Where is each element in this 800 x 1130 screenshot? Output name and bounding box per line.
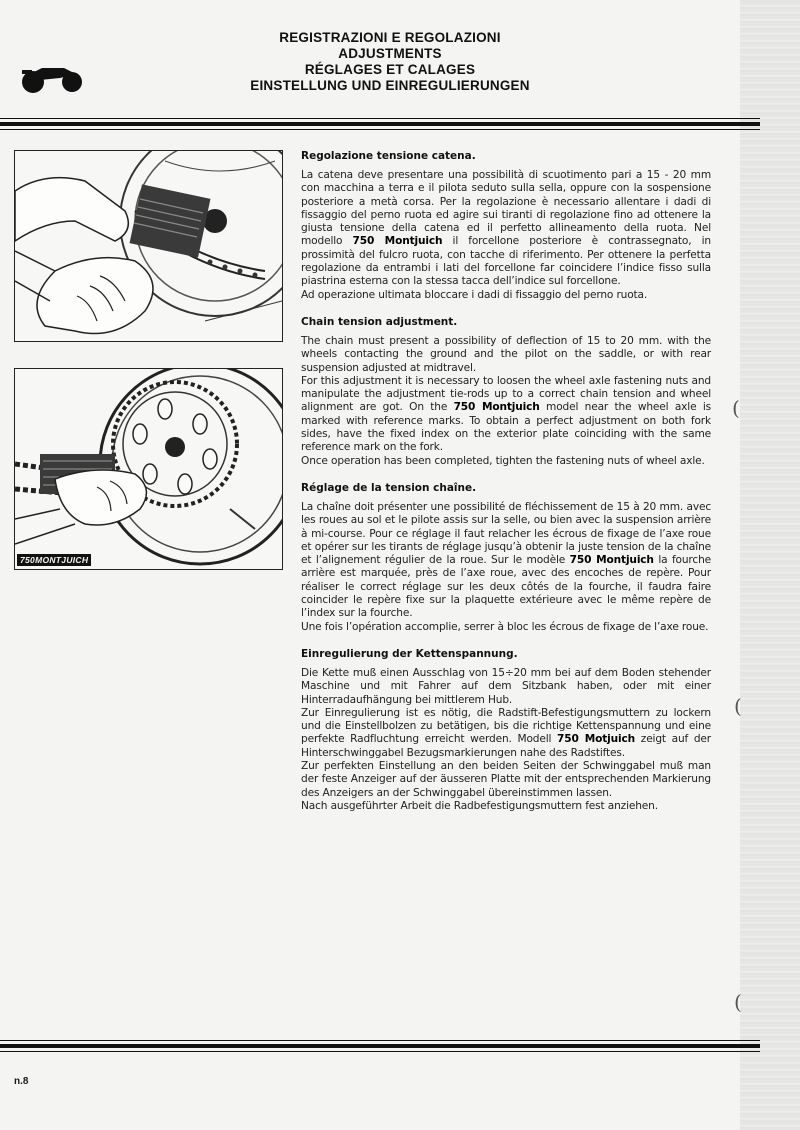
page-header bbox=[200, 30, 580, 94]
section-body: La catena deve presentare una possibilità di scuotimento pari a 15 - 20 mm con macchina a terra e il pilota seduto sulla sella, oppure con la sospensione posteriore a metà corsa. Per la regolazione è necessario allentare i dadi di fissaggio del perno ruota ed agire sui tiranti di regolazione fino ad ottenere la giusta tensione della catena ed il perfetto allineamento della ruota. Nel modello 750 Montjuich il forcellone posteriore è contrassegnato, in prossimità del fulcro ruota, con tacche di riferimento. Per ottenere la perfetta regolazione da entrambi i lati del forcellone far coincidere l’indice fisso sulla piastrina esterna con la stessa tacca dell’indice sul forcellone. Ad operazione ultimata bloccare i dadi di fissaggio del perno ruota. bbox=[301, 169, 711, 301]
section-body: La chaîne doit présenter une possibilité de fléchissement de 15 à 20 mm. avec les roues au sol et le pilote assis sur la selle, ou bien avec la suspension arrière à mi-course. Pour ce réglage il faut relacher les écrous de fixage de l’axe roue et opérer sur les tirants de réglage jusqu’à obtenir la juste tension de la chaîne et l’alignement régulier de la roue. Sur le modèle 750 Montjuich la fourche arrière est marquée, près de l’axe roue, avec des encoches de repère. Pour réaliser le correct réglage sur les deux côtés de la fourche, il faudra faire coincider le repère fixe sur la plaquette extérieure avec le même repère de l’index sur la fourche. Une fois l’opération accomplie, serrer à bloc les écrous de fixage de l’axe roue. bbox=[301, 500, 712, 633]
section-heading: Regolazione tensione catena. bbox=[301, 150, 476, 162]
header-rule-top bbox=[0, 118, 760, 119]
section-italian bbox=[301, 150, 711, 302]
margin-bracket-mark: ( bbox=[732, 396, 740, 420]
model-name-emphasis: 750 Montjuich bbox=[453, 401, 540, 414]
footer-rule-top bbox=[0, 1040, 760, 1041]
scan-edge-noise bbox=[740, 0, 800, 1130]
footer-rule-thick bbox=[0, 1044, 760, 1048]
figure-chain-adjuster bbox=[14, 150, 283, 342]
section-english bbox=[301, 316, 711, 468]
model-name-emphasis: 750 Montjuich bbox=[352, 235, 443, 248]
chain-adjuster-wrench-illustration bbox=[15, 151, 282, 341]
section-heading: Réglage de la tension chaîne. bbox=[301, 481, 477, 494]
section-body: Die Kette muß einen Ausschlag von 15÷20 mm bei auf dem Boden stehender Maschine und mit Fahrer auf dem Sitzbank haben, oder mit einer Hinterradaufhängung bei mittlerem Hub. Zur Einregulierung ist es nötig, die Radstift-Befestigungsmuttern zu lockern und die Einstellbolzen zu betätigen, bis die richtige Kettenspannung und eine perfekte Radfluchtung erreicht werden. Modell 750 Motjuich zeigt auf der Hinterschwinggabel Bezugsmarkierungen nahe des Radstiftes. Zur perfekten Einstellung an den beiden Seiten der Schwinggabel muß man der feste Anzeiger auf der äusseren Platte mit der entsprechenden Markierung des Anzeigers an der Schwinggabel übereinstimmen lassen. Nach ausgeführter Arbeit die Radbefestigungsmuttern fest anziehen. bbox=[301, 666, 711, 812]
section-german bbox=[301, 648, 711, 813]
section-french bbox=[301, 482, 711, 634]
figure-caption: 750MONTJUICH bbox=[17, 554, 91, 566]
title-italian: REGISTRAZIONI E REGOLAZIONI bbox=[279, 30, 501, 45]
header-rule-bottom bbox=[0, 129, 760, 130]
section-body: The chain must present a possibility of deflection of 15 to 20 mm. with the wheels contacting the ground and the pilot on the saddle, or with rear suspension adjusted at midtravel. For this adjustment it is necessary to loosen the wheel axle fastening nuts and manipulate the adjustment tie-rods up to a correct chain tension and wheel alignment are got. On the 750 Montjuich model near the wheel axle is marked with reference marks. To obtain a perfect adjustment on both fork sides, have the fixed index on the exterior plate coinciding with the same reference mark on the fork. Once operation has been completed, tighten the fastening nuts of wheel axle. bbox=[301, 334, 711, 467]
title-english: ADJUSTMENTS bbox=[338, 46, 442, 61]
section-heading: Chain tension adjustment. bbox=[301, 315, 458, 328]
rear-wheel-sprocket-illustration bbox=[15, 369, 282, 569]
page-number: n.8 bbox=[14, 1076, 29, 1087]
header-rule-thick bbox=[0, 122, 760, 126]
margin-bracket-mark: ( bbox=[734, 990, 742, 1014]
title-german: EINSTELLUNG UND EINREGULIERUNGEN bbox=[250, 78, 530, 93]
motorcycle-logo-icon bbox=[20, 62, 84, 96]
footer-rule-bottom bbox=[0, 1051, 760, 1052]
figure-rear-wheel bbox=[14, 368, 283, 570]
text-content bbox=[301, 150, 711, 827]
margin-bracket-mark: ( bbox=[734, 694, 742, 718]
model-name-emphasis: 750 Motjuich bbox=[557, 733, 636, 746]
model-name-emphasis: 750 Montjuich bbox=[569, 554, 654, 567]
section-heading: Einregulierung der Kettenspannung. bbox=[301, 647, 518, 660]
title-french: RÉGLAGES ET CALAGES bbox=[304, 62, 476, 77]
